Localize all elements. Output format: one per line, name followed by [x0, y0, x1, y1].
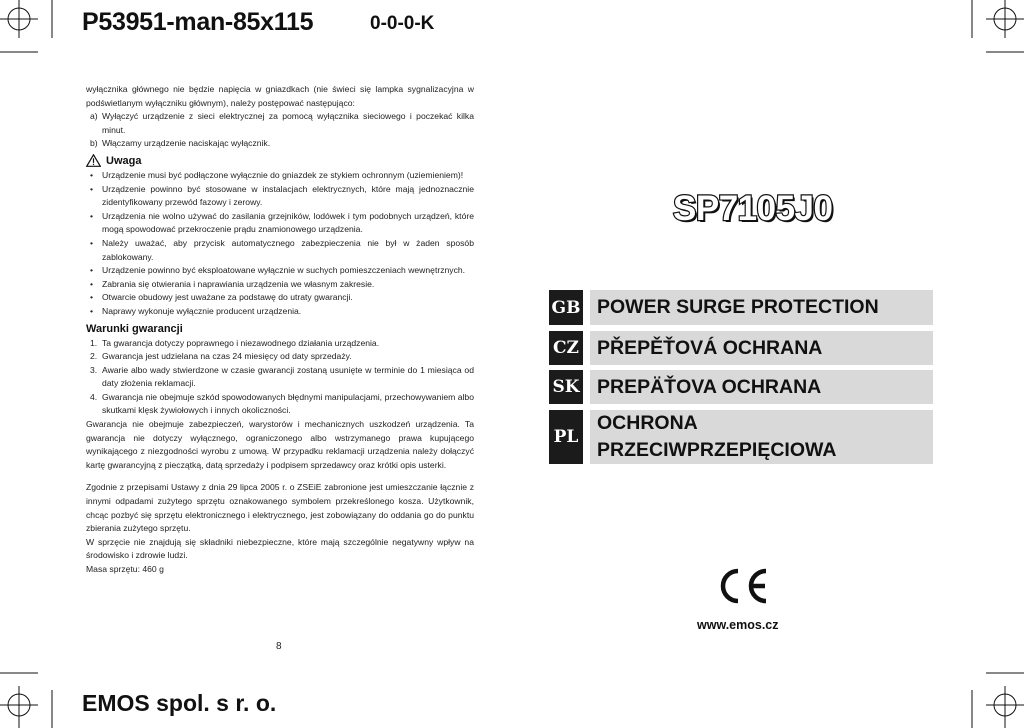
warning-triangle-icon — [86, 154, 101, 167]
warranty-list — [86, 337, 474, 419]
registration-mark-bottom-right — [986, 686, 1024, 728]
intro-paragraph: wyłącznika głównego nie będzie napięcia w gniazdkach (nie świeci się lampka sygnalizacyjna w podświetlanym wyłączniku głównym), należy postępować następująco: — [86, 84, 474, 108]
language-code: SK — [549, 370, 583, 404]
registration-mark-bottom-left — [0, 686, 38, 728]
language-title: POWER SURGE PROTECTION — [590, 290, 933, 325]
language-row-pl-fill — [880, 410, 933, 464]
warning-item: • Należy uważać, aby przycisk automatycznego zabezpieczenia nie był w żaden sposób zablokowany. — [90, 237, 474, 262]
language-code: CZ — [549, 331, 583, 365]
model-number: SP7105J0 — [673, 189, 833, 228]
language-title: PREPÄŤOVA OCHRANA — [590, 370, 933, 404]
warranty-note: Gwarancja nie obejmuje zabezpieczeń, warystorów i mechanicznych uszkodzeń urządzenia. Ta gwarancja nie dotyczy wyłącznego, ograniczonego albo wstrzymanego prawa kupującego wynikającego z niezgodności wyrobu z umową. W przypadku reklamacji urządzenia należy dołączyć kartę gwarancyjną z pieczątką, datą sprzedaży i podpisem sprzedawcy oraz krótki opis usterki. — [86, 419, 474, 470]
mass-text: Masa sprzętu: 460 g — [86, 564, 164, 574]
language-row-cz — [549, 331, 933, 365]
hazard-paragraph: W sprzęcie nie znajdują się składniki niebezpieczne, które mają szczególnie negatywny wpływ na środowisko i zdrowie ludzi. — [86, 536, 474, 561]
warning-heading: Uwaga — [86, 154, 474, 168]
company-name: EMOS spol. s r. o. — [82, 690, 277, 716]
warranty-item: 3. Awarie albo wady stwierdzone w czasie gwarancji zostaną usunięte w terminie do 1 miesiąca od daty złożenia reklamacji. — [90, 364, 474, 389]
language-row-gb — [549, 290, 933, 325]
warranty-item: 1. Ta gwarancja dotyczy poprawnego i niezawodnego działania urządzenia. — [90, 337, 380, 348]
language-code: PL — [549, 410, 583, 464]
warranty-heading: Warunki gwarancji — [86, 322, 183, 335]
warning-item: • Otwarcie obudowy jest uważane za podstawę do utraty gwarancji. — [90, 292, 353, 303]
language-row-sk — [549, 370, 933, 404]
warranty-item: 2. Gwarancja jest udzielana na czas 24 miesięcy od daty sprzedaży. — [90, 351, 352, 362]
color-code: 0-0-0-K — [370, 13, 435, 34]
language-title: PŘEPĚŤOVÁ OCHRANA — [590, 331, 933, 365]
warning-item: • Urządzenia nie wolno używać do zasilania grzejników, lodówek i tym podobnych urządzeń, które mogą spowodować przekroczenie prądu znamionowego urządzenia. — [90, 210, 474, 235]
language-title: OCHRONA PRZECIWPRZEPIĘCIOWA — [590, 410, 880, 464]
document-code: P53951-man-85x115 — [82, 8, 314, 36]
step-item: a) Wyłączyć urządzenie z sieci elektrycznej za pomocą wyłącznika sieciowego i poczekać kilka minut. — [90, 111, 474, 135]
step-item: b) Włączamy urządzenie naciskając wyłącznik. — [90, 138, 271, 149]
steps-list — [86, 110, 474, 151]
left-page-text — [86, 83, 474, 577]
ce-mark-icon — [713, 566, 773, 606]
warning-item: • Urządzenie powinno być eksploatowane wyłącznie w suchych pomieszczeniach wewnętrznych. — [90, 265, 466, 276]
warning-item: • Urządzenie musi być podłączone wyłącznie do gniazdek ze stykiem ochronnym (uziemieniem)! — [90, 169, 464, 180]
warning-item: • Naprawy wykonuje wyłącznie producent urządzenia. — [90, 305, 302, 316]
page-number: 8 — [276, 641, 282, 652]
language-code: GB — [549, 290, 583, 325]
warning-item: • Urządzenie powinno być stosowane w instalacjach elektrycznych, które mają jednoznacznie zidentyfikowany przewód fazowy i zerowy. — [90, 183, 474, 208]
warning-list — [86, 169, 474, 319]
registration-mark-top-right — [986, 0, 1024, 38]
website-link[interactable]: www.emos.cz — [697, 618, 779, 632]
warning-item: • Zabrania się otwierania i naprawiania urządzenia we własnym zakresie. — [90, 278, 375, 289]
warranty-item: 4. Gwarancja nie obejmuje szkód spowodowanych błędnymi manipulacjami, przechowywaniem albo skutkami klęsk żywiołowych i innych okoliczności. — [90, 391, 474, 416]
language-row-pl — [549, 410, 933, 464]
disposal-paragraph: Zgodnie z przepisami Ustawy z dnia 29 lipca 2005 r. o ZSEiE zabronione jest umieszczanie łącznie z innymi odpadami zużytego sprzętu oznakowanego symbolem przekreślonego kosza. Użytkownik, chcąc pozbyć się sprzętu elektronicznego i elektrycznego, jest zobowiązany do oddania go do punktu zbierania zużytego sprzętu. — [86, 482, 474, 534]
registration-mark-top-left — [0, 0, 38, 38]
